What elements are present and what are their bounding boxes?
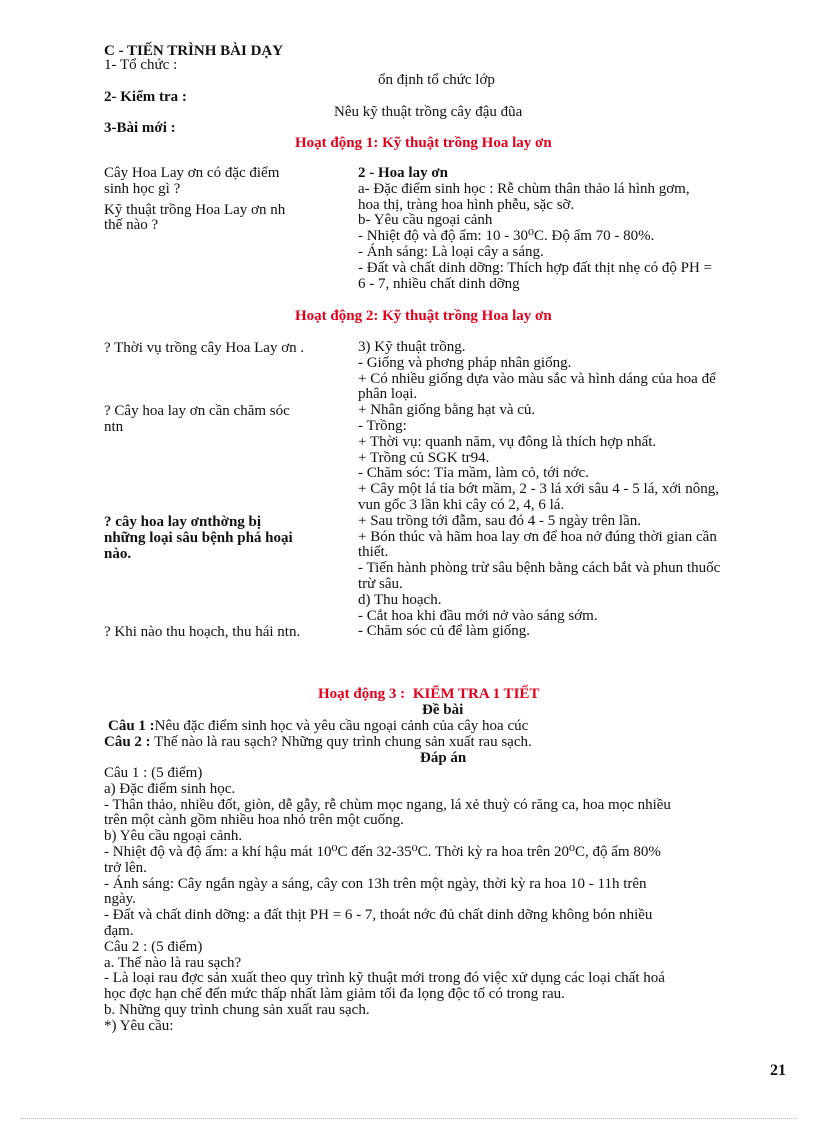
activity3-title: [318, 686, 539, 702]
answer-line: Câu 1 : (5 điểm): [104, 765, 203, 781]
activity1-answers: [358, 166, 712, 292]
activity2-answer-line: phân loại.: [358, 386, 418, 403]
activity1-answer-line: - Đất và chất dinh dỡng: Thích hợp đất thịt nhẹ có độ PH =: [358, 259, 712, 276]
item-organization: 1- Tổ chức :: [104, 57, 178, 73]
activity2-answer-line: vun gốc 3 lần khi cây có 2, 4, 6 lá.: [358, 496, 565, 513]
activity1-answer-line: - Ánh sáng: Là loại cây a sáng.: [358, 243, 544, 260]
activity2-question-care-cont: ntn: [104, 419, 124, 435]
answer-line: trở lên.: [104, 859, 147, 876]
activity1-answer-heading: 2 - Hoa lay ơn: [358, 165, 448, 181]
page-bottom-divider: [20, 1118, 796, 1119]
activity2-answer-line: - Cắt hoa khi đầu mới nở vào sáng sớm.: [358, 607, 598, 624]
answer-key-body: [104, 766, 671, 1035]
exam-question-1-label: Câu 1 :: [108, 718, 155, 734]
activity2-title: Hoạt động 2: Kỹ thuật trồng Hoa lay ơn: [295, 308, 552, 324]
activity2-question-pests: ? cây hoa lay ơnthờng bị: [104, 514, 262, 530]
activity2-answer-line: - Chăm sóc: Tỉa mầm, làm cỏ, tới nớc.: [358, 465, 589, 482]
activity1-answer-line: 6 - 7, nhiều chất dinh dỡng: [358, 275, 520, 292]
item-check-detail: Nêu kỹ thuật trồng cây đậu đũa: [334, 104, 523, 120]
activity2-answer-line: + Cây một lá tỉa bớt mầm, 2 - 3 lá xới sâu 4 - 5 lá, xới nông,: [358, 481, 719, 498]
answer-line: *) Yêu cầu:: [104, 1017, 174, 1034]
exam-heading: Đề bài: [422, 702, 464, 718]
activity2-answer-line: d) Thu hoạch.: [358, 591, 442, 608]
answer-line: a. Thế nào là rau sạch?: [104, 954, 242, 971]
activity2-answer-line: + Nhân giống bằng hạt và củ.: [358, 402, 536, 419]
activity3-title-prefix: Hoạt động 3 :: [318, 686, 406, 702]
answer-key-heading: Đáp án: [420, 750, 467, 766]
answer-line: b. Những quy trình chung sản xuất rau sạch.: [104, 1001, 370, 1018]
activity1-question-line: thế nào ?: [104, 217, 159, 234]
exam-question-2-text: Thế nào là rau sạch? Những quy trình chung sản xuất rau sạch.: [150, 734, 532, 750]
activity2-answer-line: - Chăm sóc củ để làm giống.: [358, 623, 531, 640]
activity2-answer-line: + Có nhiều giống dựa vào màu sắc và hình dáng của hoa để: [358, 370, 716, 387]
activity2-answer-line: + Sau trồng tới đẫm, sau đó 4 - 5 ngày trên lần.: [358, 512, 642, 529]
activity2-answer-line: + Bón thúc và hãm hoa lay ơn để hoa nở đúng thời gian cần: [358, 528, 717, 545]
activity1-question-line: Kỹ thuật trồng Hoa Lay ơn nh: [104, 201, 286, 218]
answer-line: b) Yêu cầu ngoại cảnh.: [104, 828, 243, 845]
answer-line: - Ánh sáng: Cây ngắn ngày a sáng, cây con 13h trên một ngày, thời kỳ ra hoa 10 - 11h trên: [104, 875, 647, 892]
item-check: 2- Kiểm tra :: [104, 89, 187, 105]
activity1-answer-line: - Nhiệt độ và độ ẩm: 10 - 30⁰C. Độ ẩm 70 - 80%.: [358, 228, 655, 245]
activity2-answer-line: 3) Kỹ thuật trồng.: [358, 339, 466, 355]
activity1-question-line: Cây Hoa Lay ơn có đặc điểm: [104, 165, 280, 181]
activity1-title: Hoạt động 1: Kỹ thuật trồng Hoa lay ơn: [295, 135, 552, 151]
answer-line: trên một cành gồm nhiều hoa nhỏ trên một cuống.: [104, 812, 404, 829]
activity2-question-pests-end: nào.: [104, 546, 132, 562]
activity2-question-care: ? Cây hoa lay ơn cần chăm sóc: [104, 403, 290, 419]
answer-line: ngày.: [104, 891, 136, 908]
activity2-answer-line: thiết.: [358, 544, 389, 561]
activity1-answer-line: a- Đặc điểm sinh học : Rễ chùm thân thảo lá hình gơm,: [358, 180, 690, 197]
activity2-question-season: ? Thời vụ trồng cây Hoa Lay ơn .: [104, 340, 305, 356]
activity1-answer-line: b- Yêu cầu ngoại cảnh: [358, 212, 493, 229]
activity2-question-harvest: ? Khi nào thu hoạch, thu hái ntn.: [104, 624, 301, 640]
activity1-question-line: sinh học gì ?: [104, 180, 181, 197]
answer-line: đạm.: [104, 922, 134, 939]
activity2-answers: [358, 340, 720, 640]
item-organization-detail: ổn định tổ chức lớp: [378, 72, 495, 88]
activity2-answer-line: trừ sâu.: [358, 575, 403, 592]
exam-question-1: [108, 718, 528, 734]
activity2-answer-line: + Thời vụ: quanh năm, vụ đông là thích hợp nhất.: [358, 433, 657, 450]
exam-question-2-label: Câu 2 :: [104, 734, 151, 750]
activity3-title-main: KIỂM TRA 1 TIẾT: [412, 686, 540, 702]
activity2-answer-line: - Tiến hành phòng trừ sâu bệnh bằng cách bắt và phun thuốc: [358, 560, 721, 577]
page-number: 21: [770, 1062, 786, 1079]
answer-line: - Thân thảo, nhiều đốt, giòn, dễ gẫy, rễ chùm mọc ngang, lá xẻ thuỳ có răng ca, hoa mọc nhiều: [104, 796, 671, 813]
answer-line: - Nhiệt độ và độ ẩm: a khí hậu mát 10⁰C đến 32-35⁰C. Thời kỳ ra hoa trên 20⁰C, độ ẩm 80%: [104, 843, 661, 860]
exam-question-2: [104, 734, 532, 750]
activity1-questions: [104, 166, 285, 234]
section-title: C - TIẾN TRÌNH BÀI DẠY: [104, 43, 284, 59]
activity2-question-pests-cont: những loại sâu bệnh phá hoại: [104, 530, 293, 546]
answer-line: - Đất và chất dinh dỡng: a đất thịt PH = 6 - 7, thoát nớc đủ chất dinh dỡng không bón nhiều: [104, 907, 653, 924]
activity2-answer-line: + Trồng củ SGK tr94.: [358, 449, 490, 466]
answer-line: a) Đặc điểm sinh học.: [104, 780, 236, 797]
answer-line: - Là loại rau đợc sản xuất theo quy trình kỹ thuật mới trong đó việc xử dụng các loại chất hoá: [104, 970, 665, 987]
item-new-lesson: 3-Bài mới :: [104, 120, 176, 136]
activity2-answer-line: - Giống và phơng pháp nhân giống.: [358, 354, 572, 371]
answer-line: học đợc hạn chế đến mức thấp nhất làm giảm tối đa lọng độc tố có trong rau.: [104, 986, 565, 1003]
answer-line: Câu 2 : (5 điểm): [104, 938, 203, 955]
activity1-answer-line: hoa thị, tràng hoa hình phễu, sặc sỡ.: [358, 196, 575, 213]
activity2-answer-line: - Trồng:: [358, 417, 407, 434]
exam-question-1-text: Nêu đặc điểm sinh học và yêu cầu ngoại cảnh của cây hoa cúc: [154, 718, 529, 734]
